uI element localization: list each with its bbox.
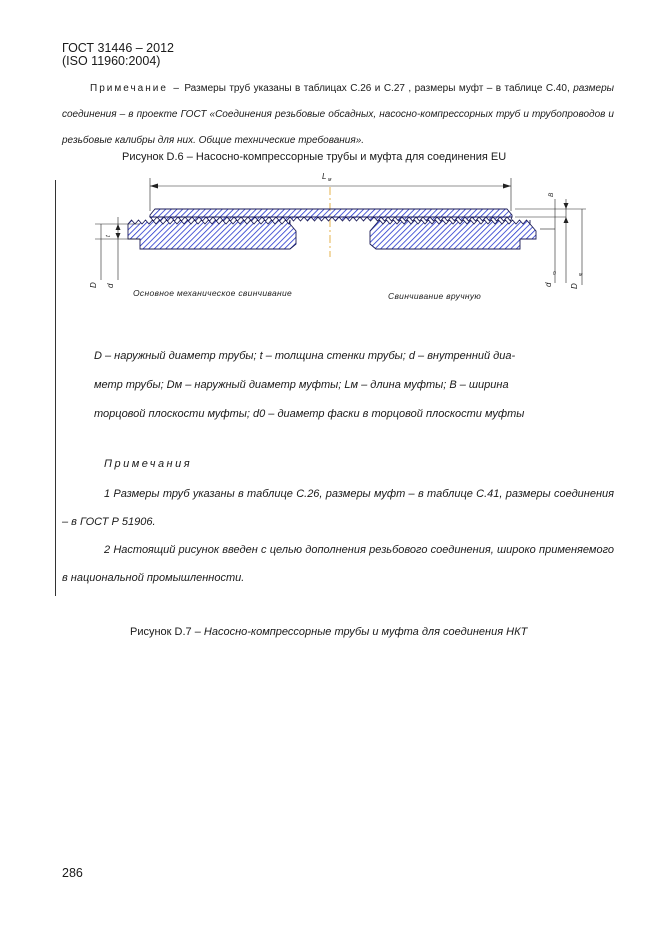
legend-line-2: метр трубы; Dм – наружный диаметр муфты; Lм – длина муфты; B – ширина — [94, 379, 509, 391]
top-note-text2: размеры соединения – в проекте ГОСТ «Соединения резьбовые обсадных, насосно-компрессорных труб и трубопроводов и резьбовые калибры для них. Общие технические требования». — [62, 83, 614, 146]
note-2 — [62, 536, 614, 592]
page-number: 286 — [62, 866, 83, 880]
figure-d7-caption-text: Насосно-компрессорные трубы и муфта для соединения НКТ — [203, 626, 528, 638]
legend-line-3: торцовой плоскости муфты; d0 – диаметр фаски в торцовой плоскости муфты — [94, 408, 525, 420]
coupling-body — [150, 209, 512, 217]
figure-d7-caption-prefix: Рисунок D.7 – — [130, 626, 204, 638]
pipe-left — [128, 220, 296, 249]
figure-d7-caption — [130, 626, 527, 638]
notes-title: Примечания — [104, 458, 193, 470]
top-note-text1: Размеры труб указаны в таблицах С.26 и С.27 , размеры муфт – в таблице С.40, — [184, 83, 570, 94]
label-inner-diameter: d — [106, 283, 115, 288]
note-1-text: 1 Размеры труб указаны в таблице С.26, размеры муфт – в таблице С.41, размеры соединения – в ГОСТ Р 51906. — [62, 488, 614, 528]
doc-standard-number: ГОСТ 31446 – 2012 — [62, 41, 174, 55]
legend-line-1: D – наружный диаметр трубы; t – толщина стенки трубы; d – внутренний диа- — [94, 350, 516, 362]
top-note-label: Примечание – — [90, 83, 181, 94]
label-chamfer-sub: 0 — [553, 271, 556, 277]
label-face-width: B — [548, 192, 555, 197]
doc-iso-number: (ISO 11960:2004) — [62, 54, 161, 68]
label-length-sub: м — [328, 177, 332, 183]
label-outer-diameter: D — [89, 282, 98, 288]
label-coupling-sub: м — [579, 272, 583, 278]
figure-d6-caption: Рисунок D.6 – Насосно-компрессорные трубы и муфта для соединения EU — [122, 151, 507, 163]
label-length: L — [322, 172, 327, 181]
top-note — [62, 76, 614, 154]
note-2-text: 2 Настоящий рисунок введен с целью дополнения резьбового соединения, широко применяемого в национальной промышленности. — [62, 544, 614, 584]
label-chamfer-diameter: d — [544, 282, 553, 287]
label-power-makeup: Основное механическое свинчивание — [133, 288, 293, 298]
coupling-thread — [150, 217, 512, 221]
pipe-right — [370, 220, 536, 249]
note-1 — [62, 480, 614, 536]
label-coupling-diameter: D — [570, 283, 579, 289]
label-hand-makeup: Свинчивание вручную — [388, 291, 482, 301]
symbols-legend — [94, 342, 580, 429]
label-wall-thickness: t — [105, 235, 112, 237]
coupling-drawing — [0, 165, 661, 315]
